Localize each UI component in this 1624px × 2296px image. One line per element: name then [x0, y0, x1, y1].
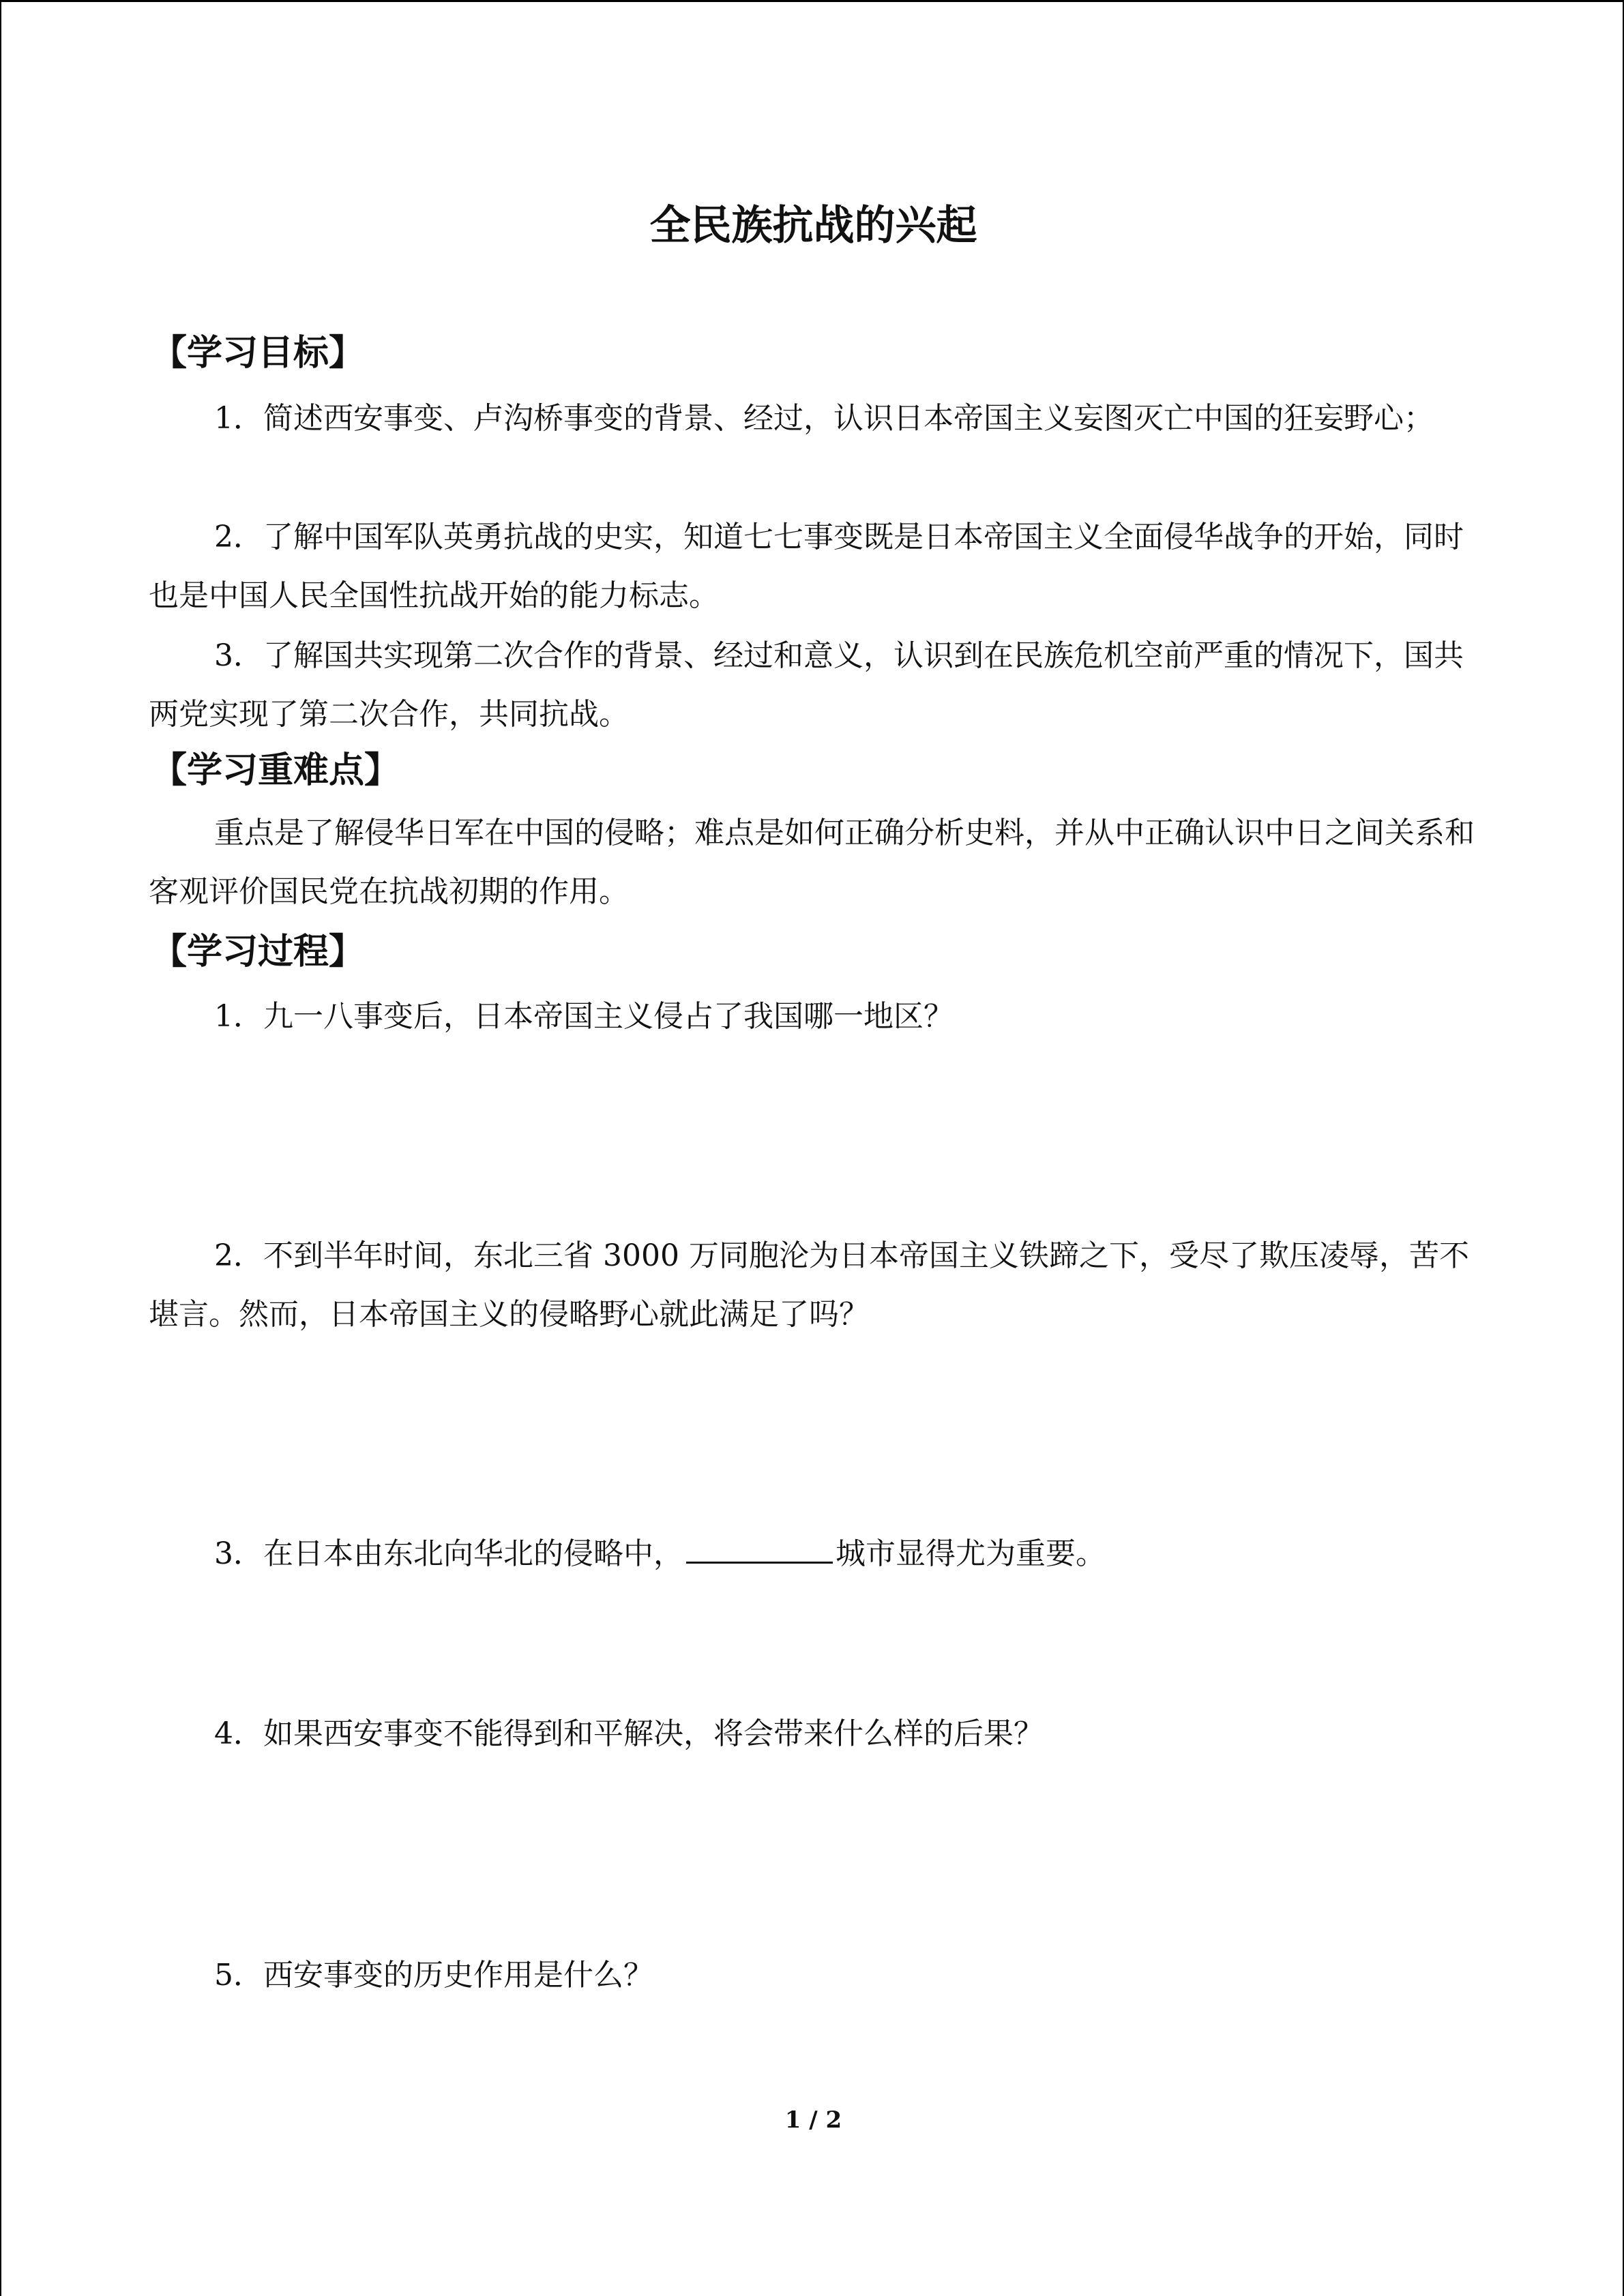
answer-blank[interactable]	[686, 1534, 833, 1564]
question-3-after: 城市显得尤为重要。	[836, 1536, 1106, 1571]
objective-item-3: 3．了解国共实现第二次合作的背景、经过和意义，认识到在民族危机空前严重的情况下，国共两党实现了第二次合作，共同抗战。	[149, 638, 1464, 732]
question-2: 2．不到半年时间，东北三省 3000 万同胞沦为日本帝国主义铁蹄之下，受尽了欺压凌辱，苦不堪言。然而，日本帝国主义的侵略野心就此满足了吗？	[149, 1238, 1469, 1332]
objective-item-1: 1．简述西安事变、卢沟桥事变的背景、经过，认识日本帝国主义妄图灭亡中国的狂妄野心；	[214, 401, 1434, 436]
key-points-heading: 【学习重难点】	[151, 750, 400, 791]
page-number: 1 / 2	[784, 2106, 842, 2134]
key-points-text: 重点是了解侵华日军在中国的侵略；难点是如何正确分析史料，并从中正确认识中日之间关系和客观评价国民党在抗战初期的作用。	[149, 816, 1475, 909]
objectives-heading: 【学习目标】	[151, 333, 365, 374]
question-4: 4．如果西安事变不能得到和平解决，将会带来什么样的后果？	[214, 1716, 1044, 1751]
objective-item-2: 2．了解中国军队英勇抗战的史实，知道七七事变既是日本帝国主义全面侵华战争的开始，同时也是中国人民全国性抗战开始的能力标志。	[149, 520, 1464, 613]
document-title: 全民族抗战的兴起	[649, 202, 977, 250]
question-5: 5．西安事变的历史作用是什么？	[214, 1958, 653, 1993]
question-3	[149, 1525, 1479, 1583]
process-heading: 【学习过程】	[151, 931, 365, 972]
question-1: 1．九一八事变后，日本帝国主义侵占了我国哪一地区？	[214, 999, 954, 1034]
question-3-before: 3．在日本由东北向华北的侵略中，	[214, 1536, 683, 1571]
